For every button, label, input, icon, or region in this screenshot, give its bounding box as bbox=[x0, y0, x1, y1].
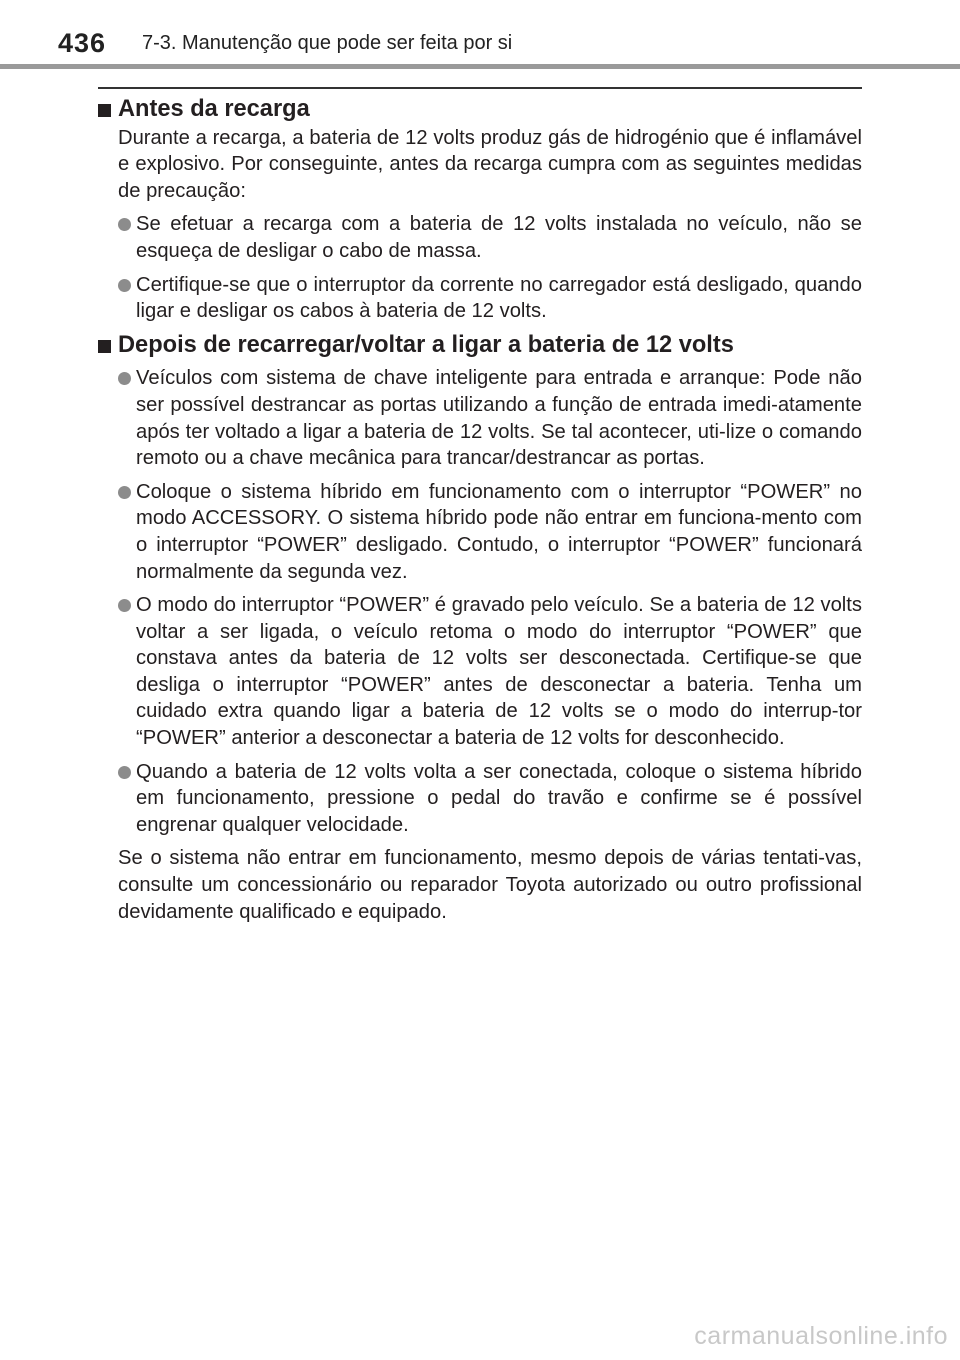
list-item bbox=[98, 211, 862, 264]
closing-paragraph: Se o sistema não entrar em funcionamento, mesmo depois de várias tentati-vas, consulte um concessionário ou reparador Toyota autorizado ou outro profissional devidamente qualificado e equipado. bbox=[118, 847, 862, 923]
section-title-text: Depois de recarregar/voltar a ligar a bateria de 12 volts bbox=[118, 331, 734, 358]
header-divider bbox=[0, 64, 960, 69]
section-title-after-recharging bbox=[98, 332, 862, 359]
list-item-text: Quando a bateria de 12 volts volta a ser conectada, coloque o sistema híbrido em funcionamento, pressione o pedal do travão e confirme se é possível engrenar qualquer velocidade. bbox=[136, 760, 862, 836]
page-content bbox=[98, 96, 862, 925]
round-bullet-icon bbox=[118, 599, 131, 612]
list-item-text: Certifique-se que o interruptor da corrente no carregador está desligado, quando ligar e desligar os cabos à bateria de 12 volts. bbox=[136, 273, 862, 323]
content-top-rule bbox=[98, 87, 862, 89]
list-item bbox=[98, 365, 862, 471]
page-number: 436 bbox=[58, 28, 107, 58]
list-item bbox=[98, 272, 862, 325]
round-bullet-icon bbox=[118, 218, 131, 231]
list-item bbox=[98, 479, 862, 585]
round-bullet-icon bbox=[118, 766, 131, 779]
chapter-title: 7-3. Manutenção que pode ser feita por si bbox=[142, 32, 513, 54]
page-header bbox=[0, 0, 960, 70]
list-item bbox=[98, 592, 862, 752]
section-title-before-charging bbox=[98, 96, 862, 123]
list-item-text: Se efetuar a recarga com a bateria de 12 volts instalada no veículo, não se esqueça de desligar o cabo de massa. bbox=[136, 213, 862, 262]
round-bullet-icon bbox=[118, 372, 131, 385]
list-item bbox=[98, 759, 862, 839]
round-bullet-icon bbox=[118, 279, 131, 292]
list-item-text: Coloque o sistema híbrido em funcionamento com o interruptor “POWER” no modo ACCESSORY. O sistema híbrido pode não entrar em funciona-mento com o interruptor “POWER” desligado. Contudo, o interruptor “POWER” funcionará normalmente da segunda vez. bbox=[136, 480, 862, 583]
round-bullet-icon bbox=[118, 486, 131, 499]
section-title-text: Antes da recarga bbox=[118, 96, 310, 122]
section-intro-paragraph: Durante a recarga, a bateria de 12 volts produz gás de hidrogénio que é inflamável e explosivo. Por conseguinte, antes da recarga cumpra com as seguintes medidas de precaução: bbox=[118, 126, 862, 202]
list-item-text: O modo do interruptor “POWER” é gravado pelo veículo. Se a bateria de 12 volts voltar a ser ligada, o veículo retoma o modo do interruptor “POWER” que constava antes da bateria de 12 volts ser desconectada. Certifique-se que desliga o interruptor “POWER” antes de desconectar a bateria. Tenha um cuidado extra quando ligar a bateria de 12 volts se o modo do interrup-tor “POWER” anterior a desconectar a bateria de 12 volts for desconhecido. bbox=[136, 594, 862, 750]
square-bullet-icon bbox=[98, 104, 111, 117]
square-bullet-icon bbox=[98, 340, 111, 353]
list-item-text: Veículos com sistema de chave inteligente para entrada e arranque: Pode não ser possível destrancar as portas utilizando a função de entrada imedi-atamente após ter voltado a ligar a bateria de 12 volts. Se tal acontecer, uti-lize o comando remoto ou a chave mecânica para trancar/destrancar as portas. bbox=[136, 367, 862, 470]
watermark: carmanualsonline.info bbox=[694, 1322, 948, 1350]
